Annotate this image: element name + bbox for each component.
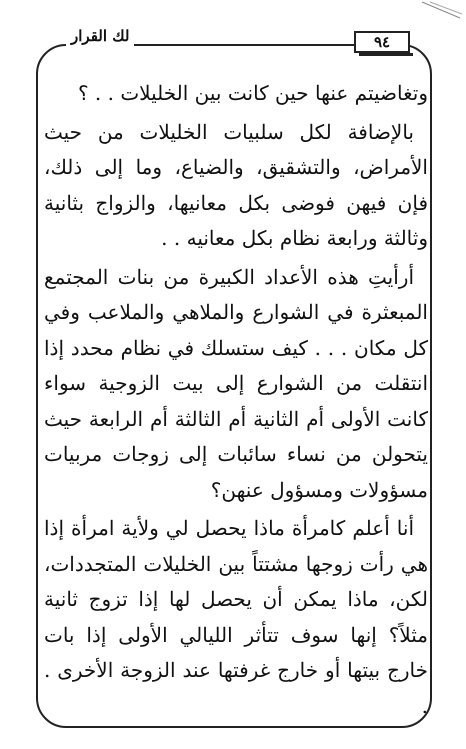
page-body-text	[44, 76, 428, 724]
page-number: ٩٤	[354, 31, 410, 53]
paragraph-1: وتغاضيتم عنها حين كانت بين الخليلات . . ؟	[77, 81, 428, 105]
book-title-header: لك القرار	[66, 26, 134, 46]
paragraph-4: أنا أعلم كامرأة ماذا يحصل لي ولأية امرأة إذا هي رأت زوجها مشتتاً بين الخليلات المتجددات، لكن، ماذا يمكن أن يحصل لها إذا تزوج ثانية مثلاً؟ إنها سوف تتأثر الليالي الأولى إذا بات خارج بيتها أو خارج غرفتها عند الزوجة الأخرى . .	[44, 516, 428, 718]
scan-corner-mark	[420, 0, 464, 20]
paragraph-3: أرأيتِ هذه الأعداد الكبيرة من بنات المجتمع المبعثرة في الشوارع والملاهي والملاعب وفي كل مكان . . . كيف ستسلك في نظام محدد إذا انتقلت من الشوارع إلى بيت الزوجية سواء كانت الأولى أم الثانية أم الثالثة أم الرابعة حيث يتحولن من نساء سائبات إلى زوجات مربيات مسؤولات ومسؤول عنهن؟	[44, 264, 428, 502]
paragraph-2: بالإضافة لكل سلبيات الخليلات من حيث الأمراض، والتشقيق، والضياع، وما إلى ذلك، فإن فيهن فوضى بكل معانيها، والزواج بثانية وثالثة ورابعة نظام بكل معانيه . .	[44, 119, 428, 250]
